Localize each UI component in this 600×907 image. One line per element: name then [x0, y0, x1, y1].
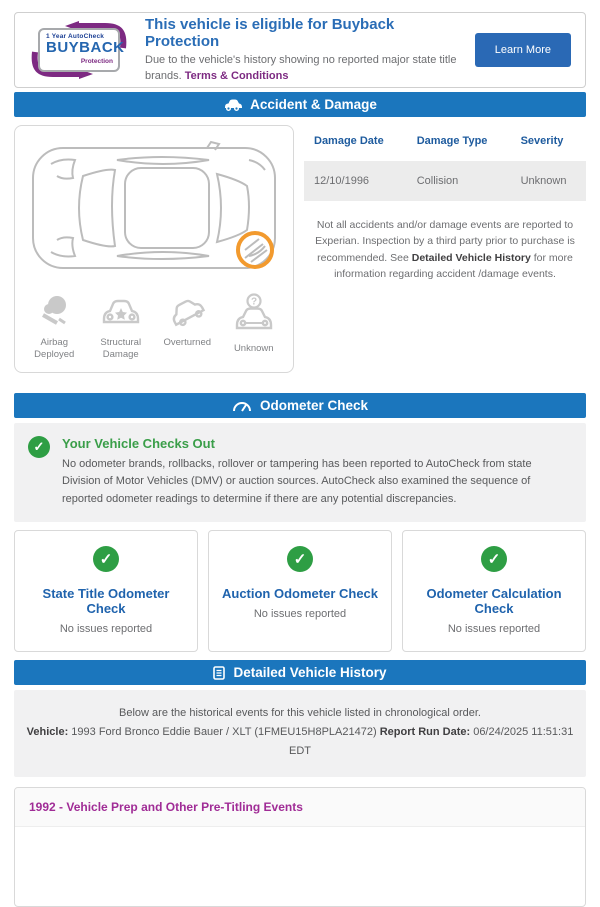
history-event-card-1992	[14, 787, 586, 907]
check-card-result: No issues reported	[59, 623, 153, 636]
disclaimer-text-end: for more information regarding accident /damage events.	[334, 251, 573, 280]
odometer-status-text-block	[62, 436, 570, 509]
table-row	[304, 158, 586, 201]
indicator-overturned	[154, 293, 221, 362]
indicator-unknown	[221, 293, 288, 362]
indicator-label: Unknown	[233, 343, 274, 354]
learn-more-button[interactable]: Learn More	[475, 33, 571, 67]
check-card-result: No issues reported	[253, 608, 347, 621]
unknown-damage-icon	[231, 293, 277, 333]
accident-damage-header: Accident & Damage	[250, 97, 377, 112]
damage-type-cell: Collision	[407, 158, 511, 201]
accident-damage-section-bar	[14, 92, 586, 117]
odometer-checks-row	[14, 530, 586, 652]
indicator-airbag-deployed	[21, 293, 88, 362]
history-intro-line: Below are the historical events for this vehicle listed in chronological order.	[119, 707, 481, 720]
buyback-badge	[29, 21, 129, 79]
damage-date-cell: 12/10/1996	[304, 158, 407, 201]
odometer-status-text: No odometer brands, rollbacks, rollover or tampering has been reported to AutoCheck from state Division of Motor Vehicles (DMV) or auction sources. AutoCheck also examined the sequence of reported odometer readings to determine if there are any potential discrepancies.	[62, 457, 532, 505]
vehicle-top-view-diagram	[21, 134, 287, 282]
state-title-odometer-check-card	[14, 530, 198, 652]
col-damage-type: Damage Type	[407, 129, 511, 158]
check-card-title: State Title Odometer Check	[42, 586, 170, 617]
odometer-check-header: Odometer Check	[259, 397, 369, 413]
accident-damage-content	[14, 125, 586, 373]
odometer-status-title: Your Vehicle Checks Out	[62, 435, 215, 451]
accident-disclaimer	[304, 217, 586, 282]
document-icon	[213, 666, 225, 680]
terms-and-conditions-link[interactable]: Terms & Conditions	[184, 69, 289, 82]
badge-line3: Protection	[80, 57, 113, 65]
check-card-title: Auction Odometer Check	[221, 586, 379, 602]
badge-line1: 1 Year AutoCheck	[46, 33, 105, 40]
indicator-label: Overturned	[163, 337, 212, 348]
green-check-icon: ✓	[28, 436, 50, 458]
report-run-date-value: 06/24/2025 11:51:31 EDT	[289, 726, 574, 757]
check-card-result: No issues reported	[447, 623, 541, 636]
damage-location-marker	[238, 233, 272, 267]
green-check-icon: ✓	[93, 546, 119, 572]
svg-text:?: ?	[250, 296, 257, 308]
airbag-deployed-icon	[33, 293, 75, 327]
banner-subtitle	[145, 53, 461, 85]
damage-table-header-row	[304, 129, 586, 158]
report-run-date-label: Report Run Date:	[379, 726, 471, 739]
severity-cell: Unknown	[511, 158, 586, 201]
gauge-icon	[232, 399, 252, 412]
vehicle-label: Vehicle:	[26, 726, 69, 739]
col-severity: Severity	[511, 129, 586, 158]
green-check-icon: ✓	[287, 546, 313, 572]
col-damage-date: Damage Date	[304, 129, 407, 158]
overturned-icon	[164, 293, 210, 327]
indicator-label: Structural Damage	[100, 337, 142, 361]
damage-table	[304, 129, 586, 201]
auction-odometer-check-card	[208, 530, 392, 652]
green-check-icon: ✓	[481, 546, 507, 572]
buyback-banner	[14, 12, 586, 88]
structural-damage-icon	[98, 293, 144, 327]
accident-damage-details	[304, 125, 586, 373]
detailed-history-section-bar	[14, 660, 586, 685]
indicator-label: Airbag Deployed	[34, 337, 75, 361]
detailed-history-intro-panel	[14, 690, 586, 776]
indicator-structural-damage	[88, 293, 155, 362]
car-icon	[223, 98, 242, 111]
vehicle-info-line	[24, 723, 576, 760]
vehicle-value: 1993 Ford Bronco Eddie Bauer / XLT (1FMEU15H8PLA21472)	[68, 726, 380, 739]
check-card-title: Odometer Calculation Check	[426, 586, 562, 617]
disclaimer-bold-text: Detailed Vehicle History	[411, 251, 531, 264]
banner-subtitle-text: Due to the vehicle's history showing no reported major state title brands.	[145, 53, 457, 82]
badge-line2: BUYBACK	[46, 39, 125, 56]
buyback-badge-box	[38, 28, 125, 72]
odometer-status-panel	[14, 423, 586, 523]
odometer-calculation-check-card	[402, 530, 586, 652]
odometer-check-section-bar	[14, 393, 586, 418]
disclaimer-text: Not all accidents and/or damage events are reported to Experian. Inspection by a third party prior to purchase is recommended. See	[315, 219, 575, 264]
event-year-header: 1992 - Vehicle Prep and Other Pre-Titling Events	[15, 788, 585, 827]
banner-title: This vehicle is eligible for Buyback Protection	[145, 15, 395, 50]
damage-diagram-card	[14, 125, 294, 373]
damage-indicator-row	[21, 293, 287, 362]
banner-text	[129, 16, 475, 85]
detailed-history-header: Detailed Vehicle History	[233, 665, 387, 681]
